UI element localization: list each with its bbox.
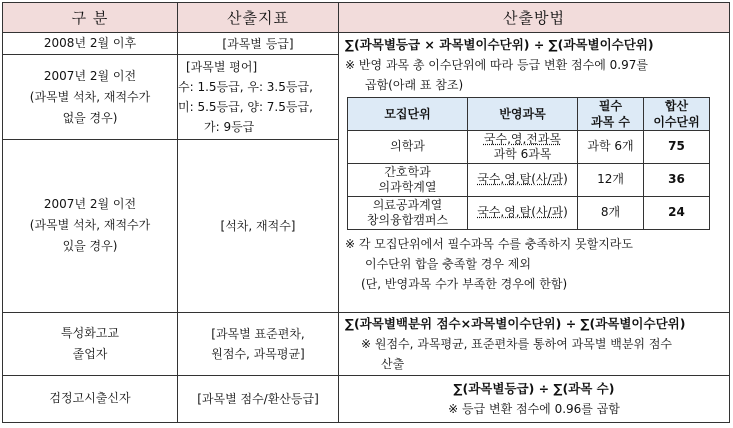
- row4-method: [339, 312, 730, 375]
- inner-row: [348, 130, 710, 163]
- inner-unit: 의학과: [348, 130, 468, 163]
- inner-subjects: 국수,영,탐(사/과): [468, 196, 578, 229]
- inner-total: 36: [644, 163, 710, 196]
- row5-category: 검정고시출신자: [3, 375, 178, 422]
- inner-row: [348, 163, 710, 196]
- row5-indicator: [과목별 점수/환산등급]: [178, 375, 339, 422]
- inner-total: 75: [644, 130, 710, 163]
- row2-indicator: [과목별 평어] 수: 1.5등급, 우: 3.5등급, 미: 5.5등급, 양: 7.5등급, 가: 9등급: [178, 55, 339, 139]
- row1-category: 2008년 2월 이후: [3, 32, 178, 55]
- inner-subjects: 국수,영,탐(사/과): [468, 163, 578, 196]
- inner-required: 12개: [578, 163, 644, 196]
- row1-indicator: [과목별 등급]: [178, 32, 339, 55]
- inner-header-required: 필수 과목 수: [578, 97, 644, 130]
- row5-formula: ∑(과목별등급) ÷ ∑(과목 수): [453, 380, 615, 396]
- row4-note-line1: ※ 원점수, 과목평균, 표준편차를 통하여 과목별 백분위 점수: [361, 336, 673, 351]
- header-method: 산출방법: [339, 3, 730, 33]
- inner-subjects: 국수,영,전과목 과학 6과목: [468, 130, 578, 163]
- row2-category: 2007년 2월 이전 (과목별 석차, 재적수가 없을 경우): [3, 55, 178, 139]
- calculation-table: [2, 2, 730, 423]
- inner-required: 과학 6개: [578, 130, 644, 163]
- row3-note-line1: ※ 각 모집단위에서 필수과목 수를 충족하지 못할지라도: [345, 236, 633, 251]
- row1-method-cell: [339, 32, 730, 312]
- inner-unit: 의료공과계열 창의융합캠퍼스: [348, 196, 468, 229]
- inner-total: 24: [644, 196, 710, 229]
- row5-method: [339, 375, 730, 422]
- inner-required: 8개: [578, 196, 644, 229]
- row4-formula: ∑(과목별백분위 점수×과목별이수단위) ÷ ∑(과목별이수단위): [345, 315, 686, 331]
- row3-note-line2: 이수단위 합을 충족할 경우 제외: [365, 256, 531, 271]
- row4-category: 특성화고교 졸업자: [3, 312, 178, 375]
- conversion-table: [347, 97, 710, 230]
- inner-header-unit: 모집단위: [348, 97, 468, 130]
- header-indicator: 산출지표: [178, 3, 339, 33]
- inner-row: [348, 196, 710, 229]
- row4-indicator: [과목별 표준편차, 원점수, 과목평균]: [178, 312, 339, 375]
- row3-category: 2007년 2월 이전 (과목별 석차, 재적수가 있을 경우): [3, 139, 178, 312]
- row1-formula: ∑(과목별등급 × 과목별이수단위) ÷ ∑(과목별이수단위): [345, 36, 654, 52]
- inner-unit: 간호학과 의과학계열: [348, 163, 468, 196]
- inner-header-total: 합산 이수단위: [644, 97, 710, 130]
- row3-note-line3: (단, 반영과목 수가 부족한 경우에 한함): [361, 276, 568, 291]
- row1-note-line1: ※ 반영 과목 총 이수단위에 따라 등급 변환 점수에 0.97를: [345, 57, 648, 72]
- header-category: 구 분: [3, 3, 178, 33]
- inner-header-subjects: 반영과목: [468, 97, 578, 130]
- row1-note-line2: 곱함(아래 표 참조): [365, 77, 464, 92]
- row4-note-line2: 산출: [381, 356, 405, 371]
- row3-indicator: [석차, 재적수]: [178, 139, 339, 312]
- row5-note: ※ 등급 변환 점수에 0.96를 곱함: [448, 401, 620, 416]
